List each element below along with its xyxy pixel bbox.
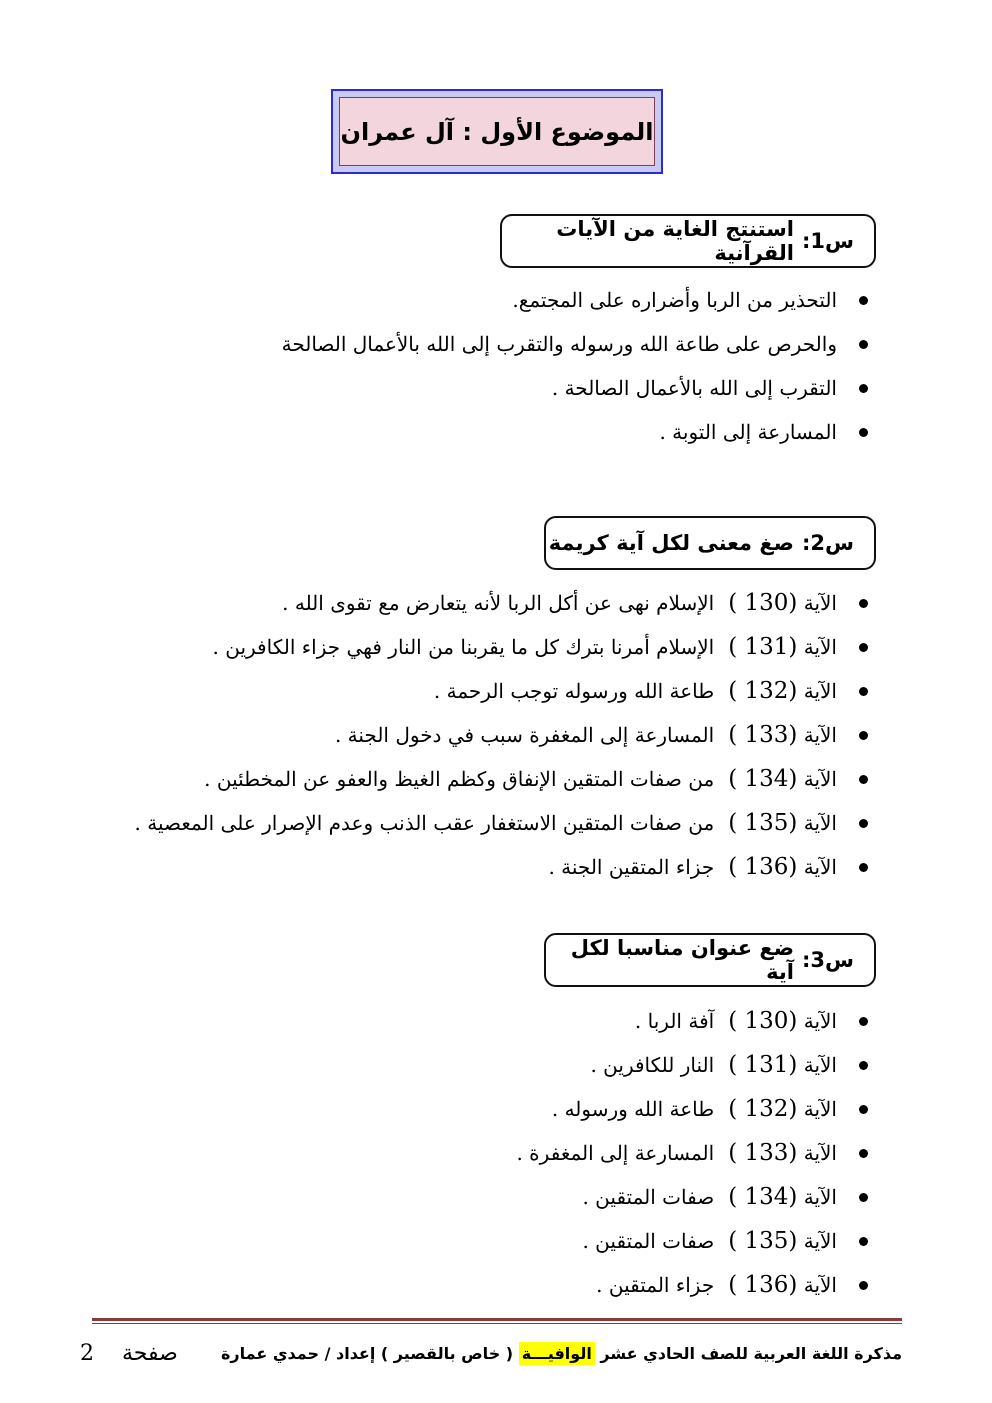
list-item: والحرص على طاعة الله ورسوله والتقرب إلى الله بالأعمال الصالحة: [282, 322, 868, 366]
page-title: الموضوع الأول : آل عمران: [340, 117, 654, 146]
question-2-box: [544, 516, 876, 570]
footer-credit: مذكرة اللغة العربية للصف الحادي عشر الوافيـــة ( خاص بالقصير ) إعداد / حمدي عمارة: [220, 1343, 902, 1363]
list-item: التحذير من الربا وأضراره على المجتمع.: [282, 278, 868, 322]
list-item: التقرب إلى الله بالأعمال الصالحة .: [282, 366, 868, 410]
bullet-icon: [859, 296, 868, 305]
list-item: الآية (132 ) طاعة الله ورسوله .: [516, 1087, 868, 1131]
list-item: الآية (131 ) النار للكافرين .: [516, 1043, 868, 1087]
bullet-icon: [859, 340, 868, 349]
list-item: الآية (135 ) من صفات المتقين الاستغفار عقب الذنب وعدم الإصرار على المعصية .: [135, 801, 869, 845]
bullet-icon: [859, 1105, 868, 1114]
footer-rule-thin: [92, 1323, 902, 1324]
list-item: الآية (130 ) آفة الربا .: [516, 999, 868, 1043]
footer-rule: [92, 1318, 902, 1321]
question-2-text: صغ معنى لكل آية كريمة: [548, 531, 794, 555]
bullet-icon: [859, 428, 868, 437]
bullet-icon: [859, 1061, 868, 1070]
list-item: الآية (131 ) الإسلام أمرنا بترك كل ما يقربنا من النار فهي جزاء الكافرين .: [135, 625, 869, 669]
title-frame: [331, 89, 663, 174]
answer-list-3: [516, 999, 868, 1307]
title-bevel: [339, 97, 655, 166]
bullet-icon: [859, 819, 868, 828]
footer: [80, 1336, 902, 1370]
list-item: الآية (136 ) جزاء المتقين .: [516, 1263, 868, 1307]
list-item: الآية (133 ) المسارعة إلى المغفرة .: [516, 1131, 868, 1175]
bullet-icon: [859, 1149, 868, 1158]
list-item: الآية (132 ) طاعة الله ورسوله توجب الرحمة .: [135, 669, 869, 713]
list-item: الآية (133 ) المسارعة إلى المغفرة سبب في دخول الجنة .: [135, 713, 869, 757]
page-number: صفحة 2: [80, 1340, 178, 1366]
question-3-box: [544, 933, 876, 987]
question-3-text: ضع عنوان مناسبا لكل آية: [570, 936, 794, 984]
list-item: الآية (135 ) صفات المتقين .: [516, 1219, 868, 1263]
bullet-icon: [859, 1237, 868, 1246]
bullet-icon: [859, 384, 868, 393]
list-item: الآية (134 ) صفات المتقين .: [516, 1175, 868, 1219]
question-1-text: استنتج الغاية من الآيات القرآنية: [556, 217, 794, 265]
answer-list-1: [282, 278, 868, 454]
list-item: الآية (130 ) الإسلام نهى عن أكل الربا لأنه يتعارض مع تقوى الله .: [135, 581, 869, 625]
list-item: الآية (134 ) من صفات المتقين الإنفاق وكظم الغيظ والعفو عن المخطئين .: [135, 757, 869, 801]
bullet-icon: [859, 687, 868, 696]
bullet-icon: [859, 643, 868, 652]
bullet-icon: [859, 1281, 868, 1290]
answer-list-2: [135, 581, 869, 889]
footer-highlight: الوافيـــة: [519, 1342, 595, 1365]
bullet-icon: [859, 1193, 868, 1202]
question-1-box: [500, 214, 876, 268]
question-1-label: س1:: [801, 229, 854, 253]
question-2-label: س2:: [801, 531, 854, 555]
bullet-icon: [859, 731, 868, 740]
bullet-icon: [859, 775, 868, 784]
list-item: المسارعة إلى التوبة .: [282, 410, 868, 454]
list-item: الآية (136 ) جزاء المتقين الجنة .: [135, 845, 869, 889]
question-3-label: س3:: [801, 948, 854, 972]
bullet-icon: [859, 599, 868, 608]
bullet-icon: [859, 1017, 868, 1026]
bullet-icon: [859, 863, 868, 872]
